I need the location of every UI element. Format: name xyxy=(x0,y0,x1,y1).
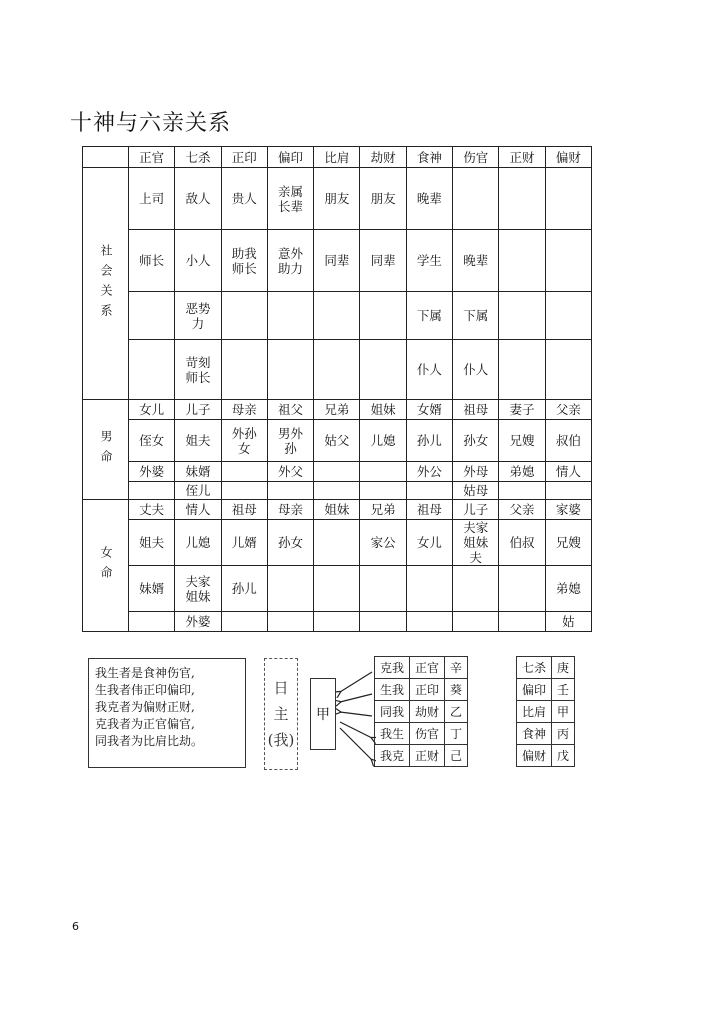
rule-line: 我克者为偏财正财, xyxy=(95,700,195,714)
table-cell: 意外 助力 xyxy=(267,230,313,292)
table-cell xyxy=(499,482,545,500)
table-cell: 姐妹 xyxy=(314,500,360,520)
table-cell: 叔伯 xyxy=(545,420,591,462)
table-row xyxy=(83,230,592,292)
table-cell xyxy=(129,340,175,400)
table-cell: 孙儿 xyxy=(221,566,267,612)
table-cell xyxy=(406,482,452,500)
table-cell: 兄嫂 xyxy=(499,420,545,462)
table-cell: 外公 xyxy=(406,462,452,482)
rizhu-char-3: (我) xyxy=(267,731,295,749)
table-cell xyxy=(360,292,406,340)
table-cell: 丈夫 xyxy=(129,500,175,520)
stem-row xyxy=(517,701,575,723)
stem-row xyxy=(517,723,575,745)
table-row xyxy=(83,340,592,400)
table-cell xyxy=(221,612,267,632)
table-cell: 妹婿 xyxy=(175,462,221,482)
relation-cell: 正财 xyxy=(410,745,445,767)
rules-box xyxy=(88,658,246,768)
table-cell: 仆人 xyxy=(453,340,499,400)
table-cell: 母亲 xyxy=(267,500,313,520)
stem-cell: 丙 xyxy=(552,723,575,745)
table-cell: 苛刻 师长 xyxy=(175,340,221,400)
header-cell: 劫财 xyxy=(360,147,406,168)
relation-row xyxy=(375,723,468,745)
table-cell xyxy=(267,482,313,500)
relation-cell: 同我 xyxy=(375,701,410,723)
table-cell xyxy=(267,566,313,612)
header-cell: 正官 xyxy=(129,147,175,168)
table-cell xyxy=(267,292,313,340)
stem-cell: 甲 xyxy=(552,701,575,723)
table-cell: 夫家 姐妹 xyxy=(175,566,221,612)
table-row xyxy=(83,420,592,462)
table-cell xyxy=(129,292,175,340)
table-cell xyxy=(499,340,545,400)
table-cell: 儿媳 xyxy=(175,520,221,566)
relation-row xyxy=(375,679,468,701)
header-corner xyxy=(83,147,129,168)
table-cell: 外母 xyxy=(453,462,499,482)
table-cell: 家公 xyxy=(360,520,406,566)
table-cell xyxy=(314,292,360,340)
table-cell: 下属 xyxy=(406,292,452,340)
relation-cell: 伤官 xyxy=(410,723,445,745)
table-cell: 姑父 xyxy=(314,420,360,462)
table-cell: 孙女 xyxy=(453,420,499,462)
table-row xyxy=(83,292,592,340)
header-cell: 七杀 xyxy=(175,147,221,168)
table-cell xyxy=(545,340,591,400)
relation-row xyxy=(375,657,468,679)
table-cell xyxy=(360,612,406,632)
relation-cell: 正官 xyxy=(410,657,445,679)
ten-gods-diagram xyxy=(80,652,600,776)
table-cell xyxy=(499,292,545,340)
table-cell: 儿子 xyxy=(175,400,221,420)
table-cell xyxy=(221,462,267,482)
table-cell: 家婆 xyxy=(545,500,591,520)
table-row xyxy=(83,520,592,566)
table-cell xyxy=(499,168,545,230)
stem-row xyxy=(517,745,575,767)
table-cell: 晚辈 xyxy=(406,168,452,230)
section-label: 女命 xyxy=(83,500,129,632)
relation-arrows xyxy=(336,662,376,772)
table-cell: 儿子 xyxy=(453,500,499,520)
arrow-1 xyxy=(340,672,372,692)
table-cell: 祖父 xyxy=(267,400,313,420)
stem-cell: 七杀 xyxy=(517,657,552,679)
table-row xyxy=(83,168,592,230)
table-cell: 朋友 xyxy=(314,168,360,230)
table-cell xyxy=(314,462,360,482)
table-cell: 兄嫂 xyxy=(545,520,591,566)
table-cell: 外婆 xyxy=(129,462,175,482)
section-label: 社会关系 xyxy=(83,168,129,400)
table-cell: 敌人 xyxy=(175,168,221,230)
table-cell: 母亲 xyxy=(221,400,267,420)
table-cell xyxy=(267,340,313,400)
table-cell: 外孙 女 xyxy=(221,420,267,462)
table-cell xyxy=(545,292,591,340)
table-cell xyxy=(545,168,591,230)
table-cell xyxy=(545,482,591,500)
day-master-box xyxy=(264,658,298,770)
table-cell: 妻子 xyxy=(499,400,545,420)
table-cell: 姐夫 xyxy=(129,520,175,566)
table-cell: 侄女 xyxy=(129,420,175,462)
table-cell: 男外 孙 xyxy=(267,420,313,462)
relation-cell: 克我 xyxy=(375,657,410,679)
rizhu-char-1: 日 xyxy=(273,679,289,697)
table-row xyxy=(83,612,592,632)
relation-cell: 葵 xyxy=(445,679,468,701)
table-cell: 贵人 xyxy=(221,168,267,230)
table-cell: 外婆 xyxy=(175,612,221,632)
table-cell: 儿媳 xyxy=(360,420,406,462)
table-cell: 女儿 xyxy=(406,520,452,566)
arrow-3 xyxy=(340,712,372,716)
stem-cell: 戊 xyxy=(552,745,575,767)
table-row xyxy=(83,500,592,520)
table-cell: 儿婿 xyxy=(221,520,267,566)
table-row xyxy=(83,400,592,420)
table-cell xyxy=(314,340,360,400)
relation-cell: 己 xyxy=(445,745,468,767)
table-cell: 亲属 长辈 xyxy=(267,168,313,230)
relation-cell: 丁 xyxy=(445,723,468,745)
table-cell: 晚辈 xyxy=(453,230,499,292)
rule-line: 我生者是食神伤官, xyxy=(95,666,195,680)
stems-table xyxy=(516,656,575,767)
relation-cell: 生我 xyxy=(375,679,410,701)
table-cell: 同辈 xyxy=(360,230,406,292)
table-cell xyxy=(360,340,406,400)
table-cell: 恶势 力 xyxy=(175,292,221,340)
stem-cell: 壬 xyxy=(552,679,575,701)
table-cell: 学生 xyxy=(406,230,452,292)
stem-cell: 偏财 xyxy=(517,745,552,767)
table-cell: 外父 xyxy=(267,462,313,482)
header-cell: 偏财 xyxy=(545,147,591,168)
table-cell: 师长 xyxy=(129,230,175,292)
table-row xyxy=(83,482,592,500)
header-cell: 比肩 xyxy=(314,147,360,168)
table-cell xyxy=(406,612,452,632)
rule-line: 同我者为比肩比劫。 xyxy=(95,734,204,748)
rule-line: 生我者伟正印偏印, xyxy=(95,683,195,697)
table-cell xyxy=(314,520,360,566)
table-cell xyxy=(453,612,499,632)
header-cell: 偏印 xyxy=(267,147,313,168)
stem-cell: 偏印 xyxy=(517,679,552,701)
table-cell: 朋友 xyxy=(360,168,406,230)
table-cell xyxy=(360,462,406,482)
stem-cell: 比肩 xyxy=(517,701,552,723)
table-cell: 弟媳 xyxy=(499,462,545,482)
table-row xyxy=(83,566,592,612)
relation-cell: 我生 xyxy=(375,723,410,745)
table-cell xyxy=(314,612,360,632)
table-cell: 上司 xyxy=(129,168,175,230)
table-cell xyxy=(499,230,545,292)
ten-gods-relations-table xyxy=(82,146,592,632)
table-cell: 祖母 xyxy=(406,500,452,520)
arrow-2 xyxy=(340,694,372,702)
relation-row xyxy=(375,701,468,723)
table-cell: 仆人 xyxy=(406,340,452,400)
table-cell xyxy=(221,292,267,340)
table-cell: 姑母 xyxy=(453,482,499,500)
table-cell: 姑 xyxy=(545,612,591,632)
table-cell xyxy=(406,566,452,612)
jia-box: 甲 xyxy=(310,678,336,750)
table-cell: 父亲 xyxy=(545,400,591,420)
table-cell: 姐妹 xyxy=(360,400,406,420)
table-cell xyxy=(545,230,591,292)
relation-cell: 乙 xyxy=(445,701,468,723)
stem-row xyxy=(517,657,575,679)
section-label: 男命 xyxy=(83,400,129,500)
table-cell: 女儿 xyxy=(129,400,175,420)
relation-cell: 劫财 xyxy=(410,701,445,723)
table-cell: 姐夫 xyxy=(175,420,221,462)
table-cell xyxy=(129,612,175,632)
table-cell xyxy=(314,566,360,612)
table-cell xyxy=(499,566,545,612)
table-cell xyxy=(314,482,360,500)
table-cell: 女婿 xyxy=(406,400,452,420)
rizhu-char-2: 主 xyxy=(273,705,289,723)
relation-table xyxy=(374,656,468,767)
table-row xyxy=(83,462,592,482)
relation-row xyxy=(375,745,468,767)
table-cell: 祖母 xyxy=(453,400,499,420)
header-cell: 正财 xyxy=(499,147,545,168)
page-number: 6 xyxy=(72,920,79,933)
table-cell xyxy=(453,566,499,612)
header-row xyxy=(83,147,592,168)
stem-cell: 食神 xyxy=(517,723,552,745)
page-title: 十神与六亲关系 xyxy=(70,111,232,136)
table-cell: 同辈 xyxy=(314,230,360,292)
table-cell: 侄儿 xyxy=(175,482,221,500)
table-cell xyxy=(453,168,499,230)
table-cell: 下属 xyxy=(453,292,499,340)
table-cell: 夫家 姐妹 夫 xyxy=(453,520,499,566)
relation-cell: 辛 xyxy=(445,657,468,679)
table-cell xyxy=(360,482,406,500)
table-cell xyxy=(360,566,406,612)
table-cell: 弟媳 xyxy=(545,566,591,612)
table-cell: 孙女 xyxy=(267,520,313,566)
stem-cell: 庚 xyxy=(552,657,575,679)
relation-cell: 正印 xyxy=(410,679,445,701)
table-cell: 孙儿 xyxy=(406,420,452,462)
table-cell xyxy=(221,340,267,400)
table-cell xyxy=(499,612,545,632)
stem-row xyxy=(517,679,575,701)
relation-cell: 我克 xyxy=(375,745,410,767)
header-cell: 食神 xyxy=(406,147,452,168)
table-cell xyxy=(129,482,175,500)
table-cell: 情人 xyxy=(175,500,221,520)
arrow-5 xyxy=(340,728,372,760)
table-cell: 助我 师长 xyxy=(221,230,267,292)
table-cell xyxy=(267,612,313,632)
table-cell xyxy=(221,482,267,500)
table-cell: 小人 xyxy=(175,230,221,292)
header-cell: 伤官 xyxy=(453,147,499,168)
table-cell: 祖母 xyxy=(221,500,267,520)
rule-line: 克我者为正官偏官, xyxy=(95,717,195,731)
table-cell: 伯叔 xyxy=(499,520,545,566)
table-cell: 父亲 xyxy=(499,500,545,520)
table-cell: 情人 xyxy=(545,462,591,482)
arrow-4 xyxy=(340,722,372,738)
table-cell: 兄弟 xyxy=(360,500,406,520)
table-cell: 妹婿 xyxy=(129,566,175,612)
table-cell: 兄弟 xyxy=(314,400,360,420)
header-cell: 正印 xyxy=(221,147,267,168)
